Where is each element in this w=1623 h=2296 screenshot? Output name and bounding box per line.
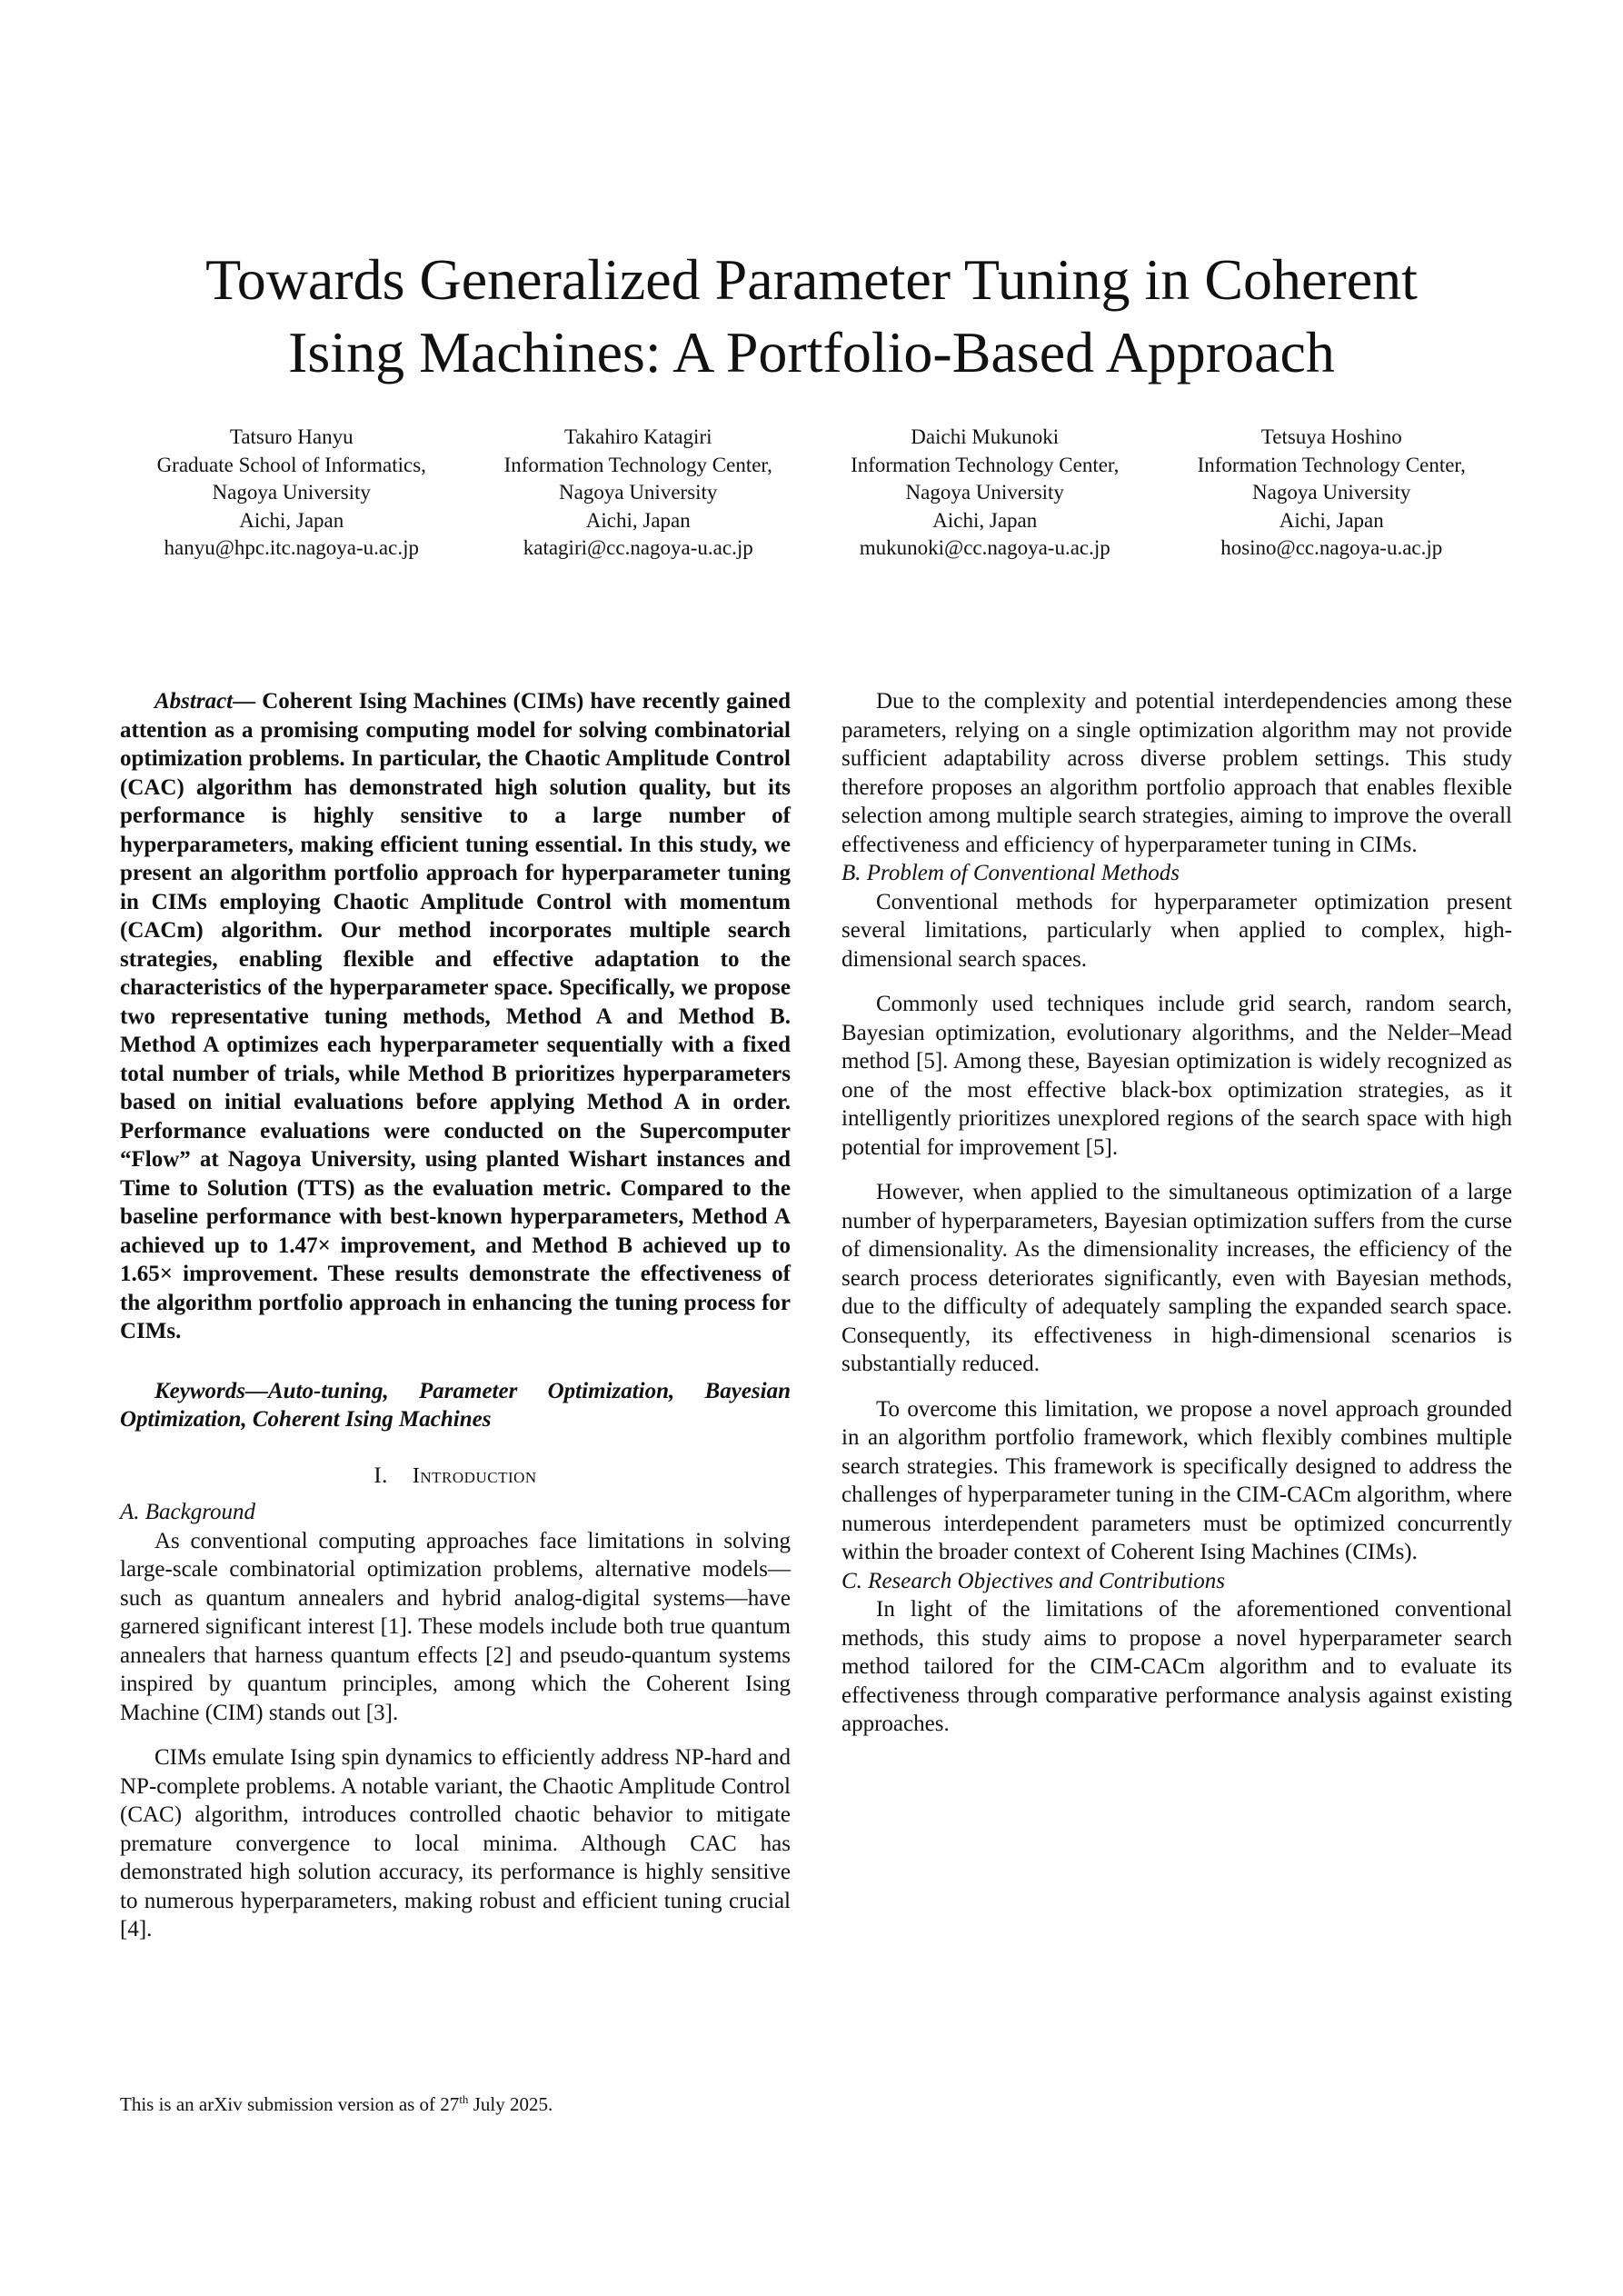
left-column [120,687,791,1944]
author-location: Aichi, Japan [239,508,344,532]
subsection-heading-problem: B. Problem of Conventional Methods [841,861,1180,885]
author-email: hosino@cc.nagoya-u.ac.jp [1220,536,1443,559]
author-email: katagiri@cc.nagoya-u.ac.jp [523,536,753,559]
author-email: hanyu@hpc.itc.nagoya-u.ac.jp [164,536,419,559]
author-location: Aichi, Japan [1279,508,1384,532]
author-university: Nagoya University [1252,481,1411,504]
footnote-text: This is an arXiv submission version as of 27 [120,2093,460,2115]
subsection-heading-background: A. Background [120,1500,256,1524]
paragraph: To overcome this limitation, we propose a novel approach grounded in an algorithm portfolio framework, which flexibly combines multiple search strategies. This framework is specifically designed to address the challenges of hyperparameter tuning in the CIM-CACm algorithm, where numerous interdependent parameters must be optimized concurrently within the broader context of Coherent Ising Machines (CIMs). [841,1396,1512,1564]
section-heading-introduction [120,1462,791,1492]
author-affiliation: Information Technology Center, [851,453,1120,476]
author-3 [812,424,1159,563]
author-university: Nagoya University [559,481,718,504]
author-name: Takahiro Katagiri [563,425,712,448]
footnote [120,2087,553,2117]
section-number: I. [373,1462,388,1488]
author-affiliation: Information Technology Center, [503,453,772,476]
abstract-lead: Abstract [154,689,234,714]
author-affiliation: Information Technology Center, [1197,453,1466,476]
paragraph: However, when applied to the simultaneous optimization of a large number of hyperparameters, Bayesian optimization suffers from the curse of dimensionality. As the dimensionality increases, the efficiency of the search process deteriorates significantly, even with Bayesian methods, due to the difficulty of adequately sampling the expanded search space. Consequently, its effectiveness in high-dimensional scenarios is substantially reduced. [841,1180,1512,1376]
author-location: Aichi, Japan [585,508,691,532]
author-block [118,424,1505,563]
author-location: Aichi, Japan [932,508,1038,532]
paragraph: Conventional methods for hyperparameter optimization present several limitations, particularly when applied to complex, high-dimensional search spaces. [841,889,1512,972]
author-name: Tatsuro Hanyu [229,425,353,448]
paragraph: As conventional computing approaches face limitations in solving large-scale combinatorial optimization problems, alternative models—such as quantum annealers and hybrid analog-digital systems—have garnered significant interest [1]. These models include both true quantum annealers that harness quantum effects [2] and pseudo-quantum systems inspired by quantum principles, among which the Coherent Ising Machine (CIM) stands out [3]. [120,1528,791,1725]
footnote-text-end: July 2025. [468,2093,553,2115]
paragraph: In light of the limitations of the aforementioned conventional methods, this study aims to propose a novel hyperparameter search method tailored for the CIM-CACm algorithm and to evaluate its effectiveness through comparative performance analysis against existing approaches. [841,1597,1512,1736]
abstract-text: — Coherent Ising Machines (CIMs) have recently gained attention as a promising computing model for solving combinatorial optimization problems. In particular, the Chaotic Amplitude Control (CAC) algorithm has demonstrated high solution quality, but its performance is highly sensitive to a large number of hyperparameters, making efficient tuning essential. In this study, we present an algorithm portfolio approach for hyperparameter tuning in CIMs employing Chaotic Amplitude Control with momentum (CACm) algorithm. Our method incorporates multiple search strategies, enabling flexible and effective adaptation to the characteristics of the hyperparameter space. Specifically, we propose two representative tuning methods, Method A and Method B. Method A optimizes each hyperparameter sequentially with a fixed total number of trials, while Method B prioritizes hyperparameters based on initial evaluations before applying Method A in order. Performance evaluations were conducted on the Supercomputer “Flow” at Nagoya University, using planted Wishart instances and Time to Solution (TTS) as the evaluation metric. Compared to the baseline performance with best-known hyperparameters, Method A achieved up to 1.47× improvement, and Method B achieved up to 1.65× improvement. These results demonstrate the effectiveness of the algorithm portfolio approach in enhancing the tuning process for CIMs. [120,689,791,1343]
paragraph: CIMs emulate Ising spin dynamics to efficiently address NP-hard and NP-complete problems. A notable variant, the Chaotic Amplitude Control (CAC) algorithm, introduces controlled chaotic behavior to mitigate premature convergence to local minima. Although CAC has demonstrated high solution accuracy, its performance is highly sensitive to numerous hyperparameters, making robust and efficient tuning crucial [4]. [120,1745,791,1942]
author-2 [465,424,812,563]
paragraph: Commonly used techniques include grid search, random search, Bayesian optimization, evolutionary algorithms, and the Nelder–Mead method [5]. Among these, Bayesian optimization is widely recognized as one of the most effective black-box optimization strategies, as it intelligently prioritizes unexplored regions of the search space with high potential for improvement [5]. [841,992,1512,1160]
right-column [841,687,1512,1739]
author-email: mukunoki@cc.nagoya-u.ac.jp [859,536,1110,559]
abstract [120,687,791,1346]
keywords: Keywords—Auto-tuning, Parameter Optimization, Bayesian Optimization, Coherent Ising Machines [120,1378,791,1432]
author-affiliation: Graduate School of Informatics, [156,453,426,476]
author-name: Daichi Mukunoki [911,425,1060,448]
author-name: Tetsuya Hoshino [1260,425,1402,448]
section-title: Introduction [412,1463,537,1488]
author-university: Nagoya University [212,481,371,504]
author-university: Nagoya University [905,481,1064,504]
author-4 [1159,424,1506,563]
subsection-heading-objectives: C. Research Objectives and Contributions [841,1568,1225,1593]
paper-title [0,244,1623,389]
footnote-superscript: th [459,2092,469,2106]
author-1 [118,424,465,563]
title-line-2: Ising Machines: A Portfolio-Based Approach [288,320,1335,384]
paragraph: Due to the complexity and potential interdependencies among these parameters, relying on a single optimization algorithm may not provide sufficient adaptability across diverse problem settings. This study therefore proposes an algorithm portfolio approach that enables flexible selection among multiple search strategies, aiming to improve the overall effectiveness and efficiency of hyperparameter tuning in CIMs. [841,689,1512,857]
title-line-1: Towards Generalized Parameter Tuning in Coherent [205,247,1418,312]
